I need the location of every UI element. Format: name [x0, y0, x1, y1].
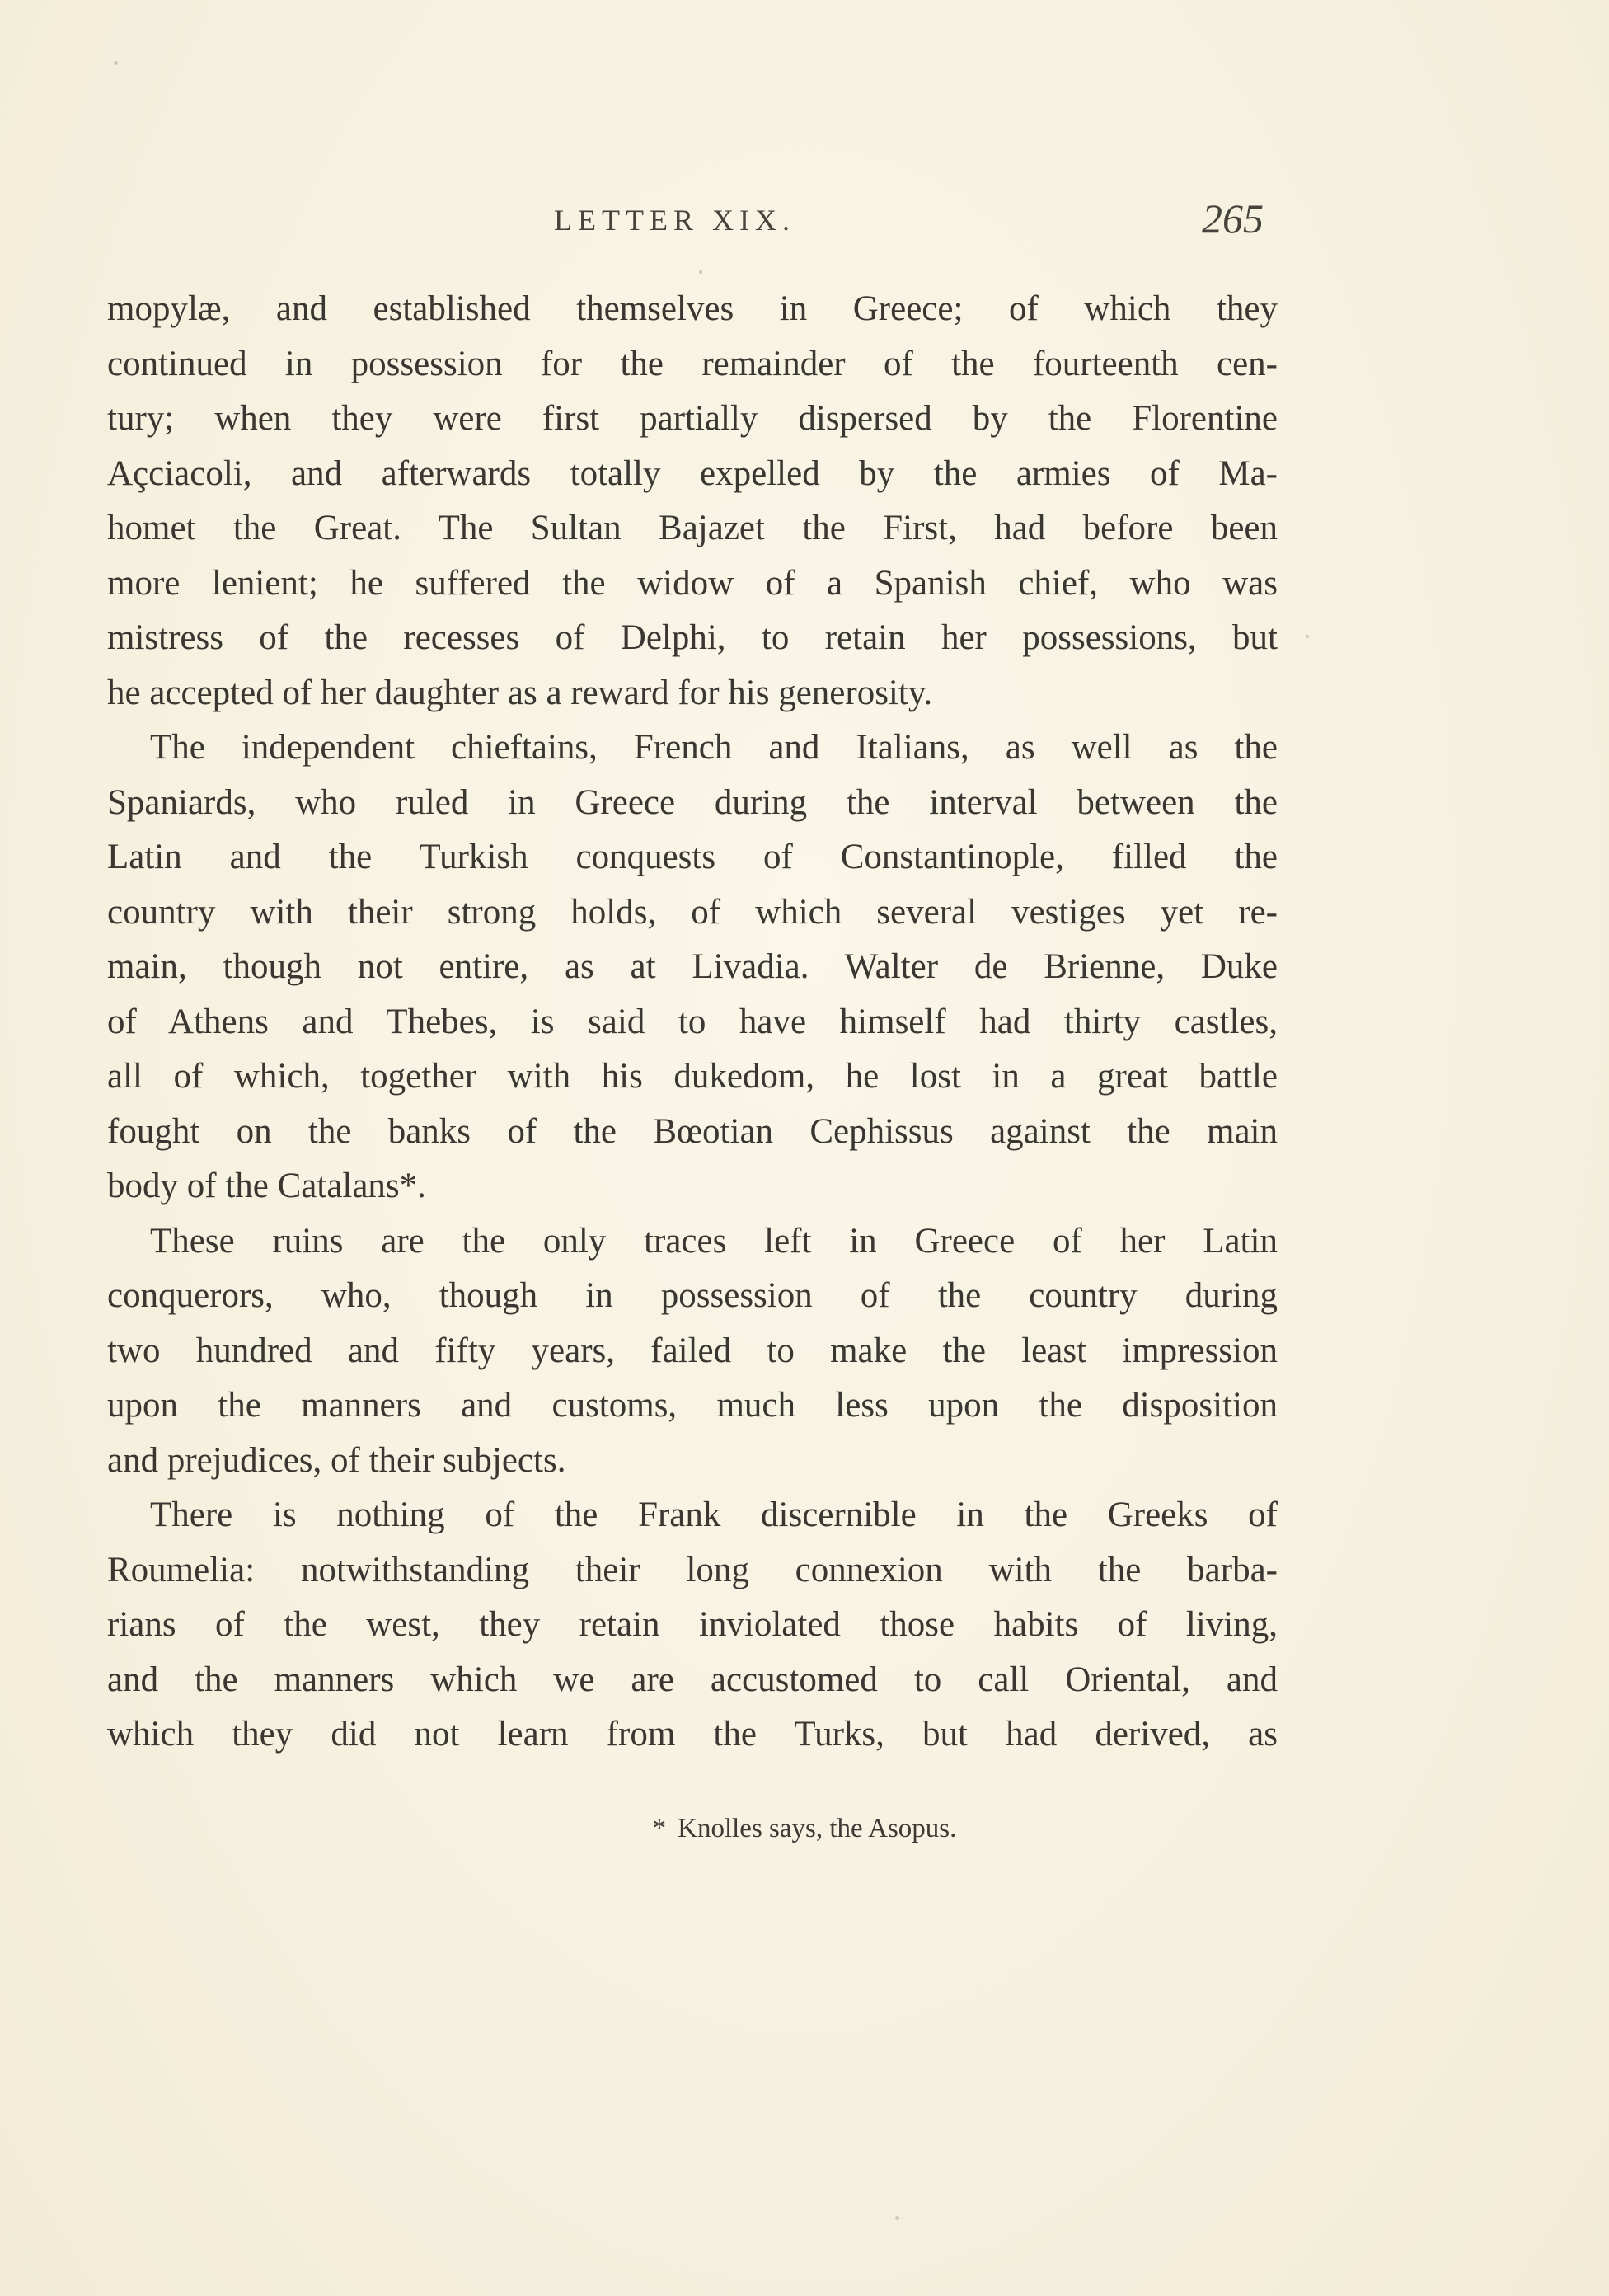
- paper-speck: [1306, 635, 1309, 638]
- paragraph-start-line: The independent chieftains, French and Italians, as well as the: [150, 728, 1278, 767]
- paragraph-start-line: These ruins are the only traces left in Greece of her Latin: [150, 1221, 1278, 1261]
- text-line: main, though not entire, as at Livadia. Walter de Brienne, Duke: [107, 947, 1278, 986]
- text-line: Açciacoli, and afterwards totally expelled by the armies of Ma-: [107, 453, 1278, 493]
- text-line: which they did not learn from the Turks, but had derived, as: [107, 1715, 1278, 1754]
- text-line: tury; when they were first partially dispersed by the Florentine: [107, 399, 1278, 438]
- footnote-marker: *: [652, 1814, 667, 1843]
- paper-speck: [114, 61, 118, 65]
- text-line: and the manners which we are accustomed to call Oriental, and: [107, 1660, 1278, 1699]
- text-line: rians of the west, they retain inviolated those habits of living,: [107, 1605, 1278, 1644]
- text-line: he accepted of her daughter as a reward for his generosity.: [107, 673, 933, 712]
- text-line: upon the manners and customs, much less upon the disposition: [107, 1386, 1278, 1425]
- text-line: more lenient; he suffered the widow of a Spanish chief, who was: [107, 563, 1278, 603]
- text-line: mistress of the recesses of Delphi, to retain her possessions, but: [107, 618, 1278, 657]
- text-line: body of the Catalans*.: [107, 1167, 426, 1205]
- running-title: LETTER XIX.: [554, 204, 795, 237]
- text-line: continued in possession for the remainder of the fourteenth cen-: [107, 344, 1278, 383]
- footnote: [0, 1814, 1609, 1844]
- text-line: Latin and the Turkish conquests of Constantinople, filled the: [107, 838, 1278, 876]
- text-line: fought on the banks of the Bœotian Cephissus against the main: [107, 1111, 1278, 1151]
- text-line: Spaniards, who ruled in Greece during the interval between the: [107, 782, 1278, 822]
- running-head: [0, 195, 1609, 244]
- text-line: homet the Great. The Sultan Bajazet the First, had before been: [107, 509, 1278, 547]
- text-line: mopylæ, and established themselves in Greece; of which they: [107, 289, 1278, 328]
- paragraph-start-line: There is nothing of the Frank discernible in the Greeks of: [150, 1495, 1278, 1534]
- paper-speck: [699, 270, 702, 274]
- text-line: Roumelia: notwithstanding their long connexion with the barba-: [107, 1550, 1278, 1589]
- text-line: of Athens and Thebes, is said to have himself had thirty castles,: [107, 1002, 1278, 1041]
- text-line: and prejudices, of their subjects.: [107, 1440, 566, 1480]
- text-line: conquerors, who, though in possession of the country during: [107, 1276, 1278, 1315]
- text-line: two hundred and fifty years, failed to make the least impression: [107, 1331, 1278, 1370]
- footnote-text: Knolles says, the Asopus.: [678, 1814, 957, 1843]
- page-number: 265: [1202, 195, 1264, 242]
- text-line: all of which, together with his dukedom, he lost in a great battle: [107, 1057, 1278, 1096]
- text-line: country with their strong holds, of which several vestiges yet re-: [107, 892, 1278, 932]
- paper-speck: [895, 2216, 899, 2220]
- body-text: [107, 282, 1278, 1763]
